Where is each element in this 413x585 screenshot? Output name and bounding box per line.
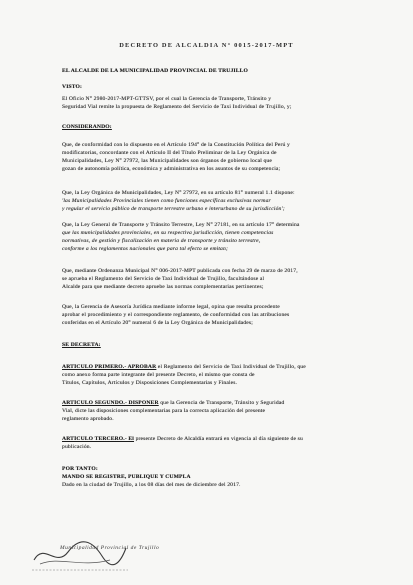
article-label: ARTÍCULO TERCERO.- El — [62, 436, 135, 442]
article-label: ARTÍCULO PRIMERO.- APROBAR — [62, 364, 157, 370]
signature-caption: Municipalidad Provincial de Trujillo — [60, 545, 160, 551]
considerando-line: Que, la Ley Orgánica de Municipalidades, Ley N° 27972, en su artículo 81° numeral 1.1 dispone: — [62, 190, 295, 196]
closing-line: Dado en la ciudad de Trujillo, a los 08 días del mes de diciembre del 2017. — [62, 482, 241, 488]
considerando-line: gozan de autonomía política, económica y administrativa en los asuntos de su competencia; — [62, 166, 281, 172]
article-text: presente Decreto de Alcaldía entrará en vigencia al día siguiente de su — [135, 436, 303, 442]
considerando-line: que las municipalidades provinciales, en su respectiva jurisdicción, tienen competencias — [62, 230, 274, 236]
article-text: que la Gerencia de Transporte, Tránsito y Seguridad — [160, 400, 285, 406]
considerando-line: Alcalde para que mediante decreto apruebe las normas complementarias pertinentes; — [62, 284, 264, 290]
article-line: como anexo forma parte integrante del presente Decreto, el mismo que consta de — [62, 372, 255, 378]
closing-line: POR TANTO: — [62, 466, 98, 472]
considerando-line: aprobar el procedimiento y el correspondiente reglamento, de conformidad con las atribuciones — [62, 312, 290, 318]
article-line: Vial, dicte las disposiciones complementarias para la correcta aplicación del presente — [62, 408, 266, 414]
considerando-line: conferidas en el Artículo 20° numeral 6 de la Ley Orgánica de Municipalidades; — [62, 320, 253, 326]
document-title: DECRETO DE ALCALDIA N° 0015-2017-MPT — [119, 42, 294, 49]
article-label: ARTÍCULO SEGUNDO.- DISPONER — [62, 400, 159, 406]
article-line — [62, 436, 373, 443]
considerando-line: Que, de conformidad con lo dispuesto en el Artículo 194° de la Constitución Política del Perú y — [62, 142, 290, 148]
article-line — [62, 364, 373, 371]
considerando-line: Que, la Gerencia de Asesoría Jurídica mediante informe legal, opina que resulta procedente — [62, 304, 280, 310]
article-line: publicación. — [62, 444, 92, 450]
article-text: el Reglamento del Servicio de Taxi Individual de Trujillo, que — [157, 364, 306, 370]
considerando-line: normativas, de gestión y fiscalización en materia de transporte y tránsito terrestre, — [62, 238, 261, 244]
visto-line: Seguridad Vial remite la propuesta de Reglamento del Servicio de Taxi Individual de Trujillo, y; — [62, 104, 292, 110]
considerando-line: se aprueba el Reglamento del Servicio de Taxi Individual de Trujillo, facultándose al — [62, 276, 265, 282]
visto-line: El Oficio N° 2980-2017-MPT-GTTSV, por el cual la Gerencia de Transporte, Tránsito y — [62, 96, 272, 102]
considerando-line: Que, mediante Ordenanza Municipal N° 006-2017-MPT publicada con fecha 29 de marzo de 2017, — [62, 268, 298, 274]
article-line: Títulos, Capítulos, Artículos y Disposiciones Complementarias y Finales. — [62, 380, 238, 386]
document-subtitle: EL ALCALDE DE LA MUNICIPALIDAD PROVINCIAL DE TRUJILLO — [62, 68, 248, 74]
article-line — [62, 400, 373, 407]
considerando-line: y regular el servicio público de transporte terrestre urbano e interurbano de su jurisdicción'; — [62, 206, 285, 212]
considerando-line: modificatorias, concordante con el Artículo II del Título Preliminar de la Ley Orgánica de — [62, 150, 277, 156]
signature-stamp-icon — [30, 534, 130, 574]
considerando-line: conforme a los reglamentos nacionales que para tal efecto se emitan; — [62, 246, 228, 252]
closing-line: MANDO SE REGISTRE, PUBLIQUE Y CUMPLA — [62, 474, 191, 480]
se-decreta-heading: SE DECRETA: — [62, 342, 101, 348]
considerando-heading: CONSIDERANDO: — [62, 124, 112, 130]
considerando-line: 'las Municipalidades Provinciales tienen como funciones específicas exclusivas normar — [62, 198, 271, 204]
article-line: reglamento aprobado. — [62, 416, 114, 422]
visto-heading: VISTO: — [62, 84, 83, 90]
considerando-line: Municipalidades, Ley N° 27972, las Municipalidades son órganos de gobierno local que — [62, 158, 273, 164]
considerando-line: Que, la Ley General de Transporte y Tránsito Terrestre, Ley N° 27181, en su artículo 17° determina — [62, 222, 300, 228]
